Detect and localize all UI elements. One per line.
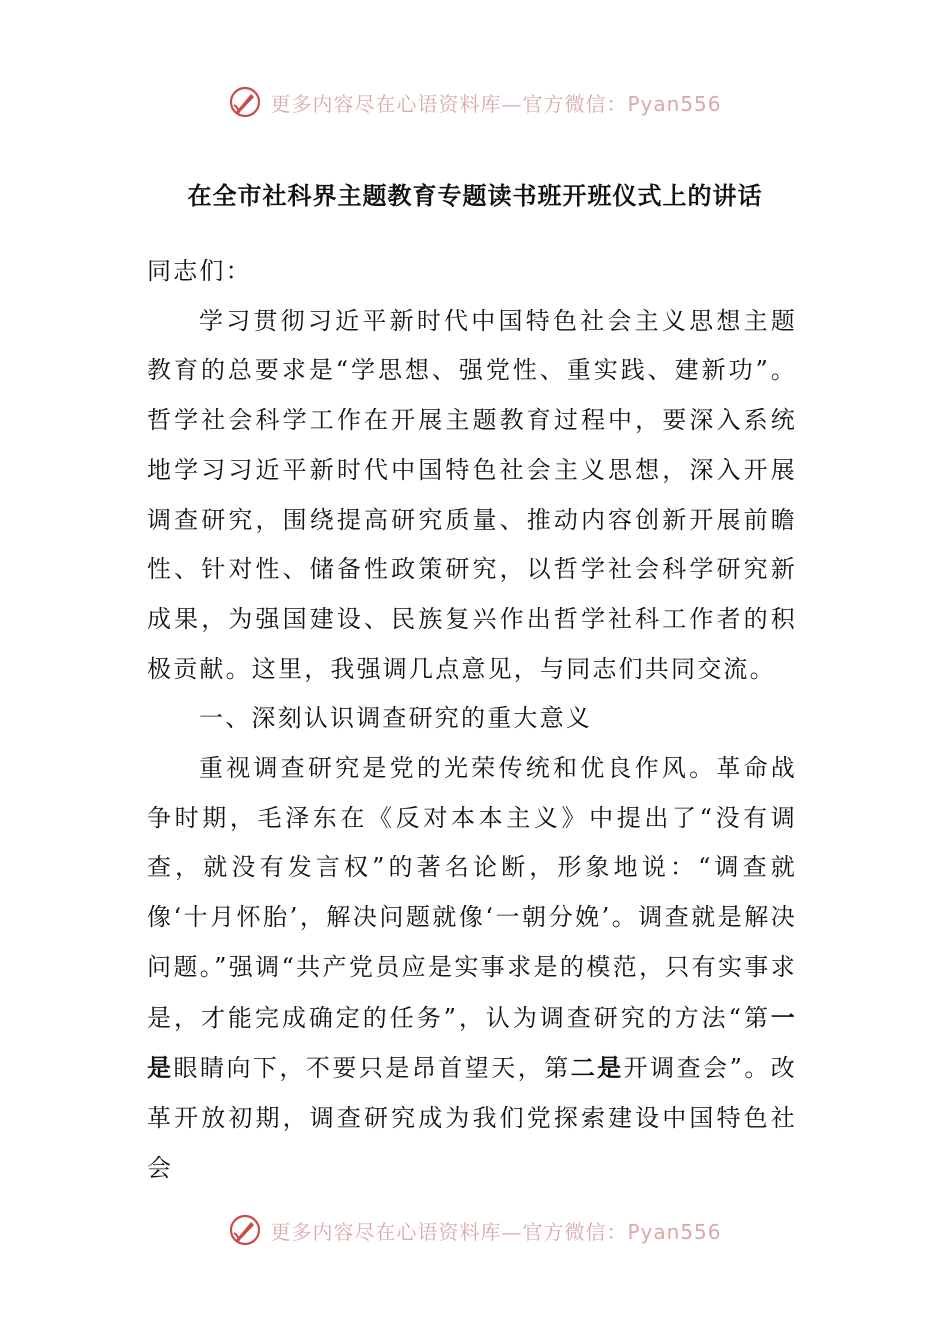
watermark-label: 更多内容尽在心语资料库—官方微信：	[270, 91, 628, 116]
emphasis-second: 二是	[570, 1053, 624, 1083]
emphasis-first: 一是	[147, 1002, 797, 1083]
watermark-text	[270, 88, 721, 117]
watermark-header	[0, 82, 950, 122]
section-heading-1: 一、深刻认识调查研究的重大意义	[199, 704, 592, 733]
quill-logo-icon	[228, 85, 262, 119]
document-body	[147, 247, 797, 1193]
paragraph-2-text-a: 重视调查研究是党的光荣传统和优良作风。革命战争时期，毛泽东在《反对本本主义》中提出了“没有调查，就没有发言权”的著名论断，形象地说：“调查就像‘十月怀胎’，解决问题就像‘一朝分娩’。调查就是解决问题。”强调“共产党员应是实事求是的模范，只有实事求是，才能完成确定的任务”，认为调查研究的方法“第	[147, 754, 797, 1032]
paragraph-2-text-c: 开调查会”。改革开放初期，调查研究成为我们党探索建设中国特色社会	[147, 1054, 798, 1182]
watermark-wechat-id: Pyan556	[627, 1219, 722, 1244]
watermark-footer	[0, 1210, 950, 1250]
paragraph-1: 学习贯彻习近平新时代中国特色社会主义思想主题教育的总要求是“学思想、强党性、重实践、建新功”。哲学社会科学工作在开展主题教育过程中，要深入系统地学习习近平新时代中国特色社会主义思想，深入开展调查研究，围绕提高研究质量、推动内容创新开展前瞻性、针对性、储备性政策研究，以哲学社会科学研究新成果，为强国建设、民族复兴作出哲学社科工作者的积极贡献。这里，我强调几点意见，与同志们共同交流。	[147, 306, 797, 683]
quill-logo-icon	[228, 1213, 262, 1247]
salutation: 同志们：	[147, 257, 252, 285]
paragraph-2-text-b: 眼睛向下，不要只是昂首望天，第	[173, 1054, 571, 1083]
paragraph-2	[147, 744, 797, 1193]
document-title: 在全市社科界主题教育专题读书班开班仪式上的讲话	[187, 182, 763, 210]
watermark-wechat-id: Pyan556	[627, 91, 722, 116]
watermark-text	[270, 1216, 721, 1245]
watermark-label: 更多内容尽在心语资料库—官方微信：	[270, 1219, 628, 1244]
